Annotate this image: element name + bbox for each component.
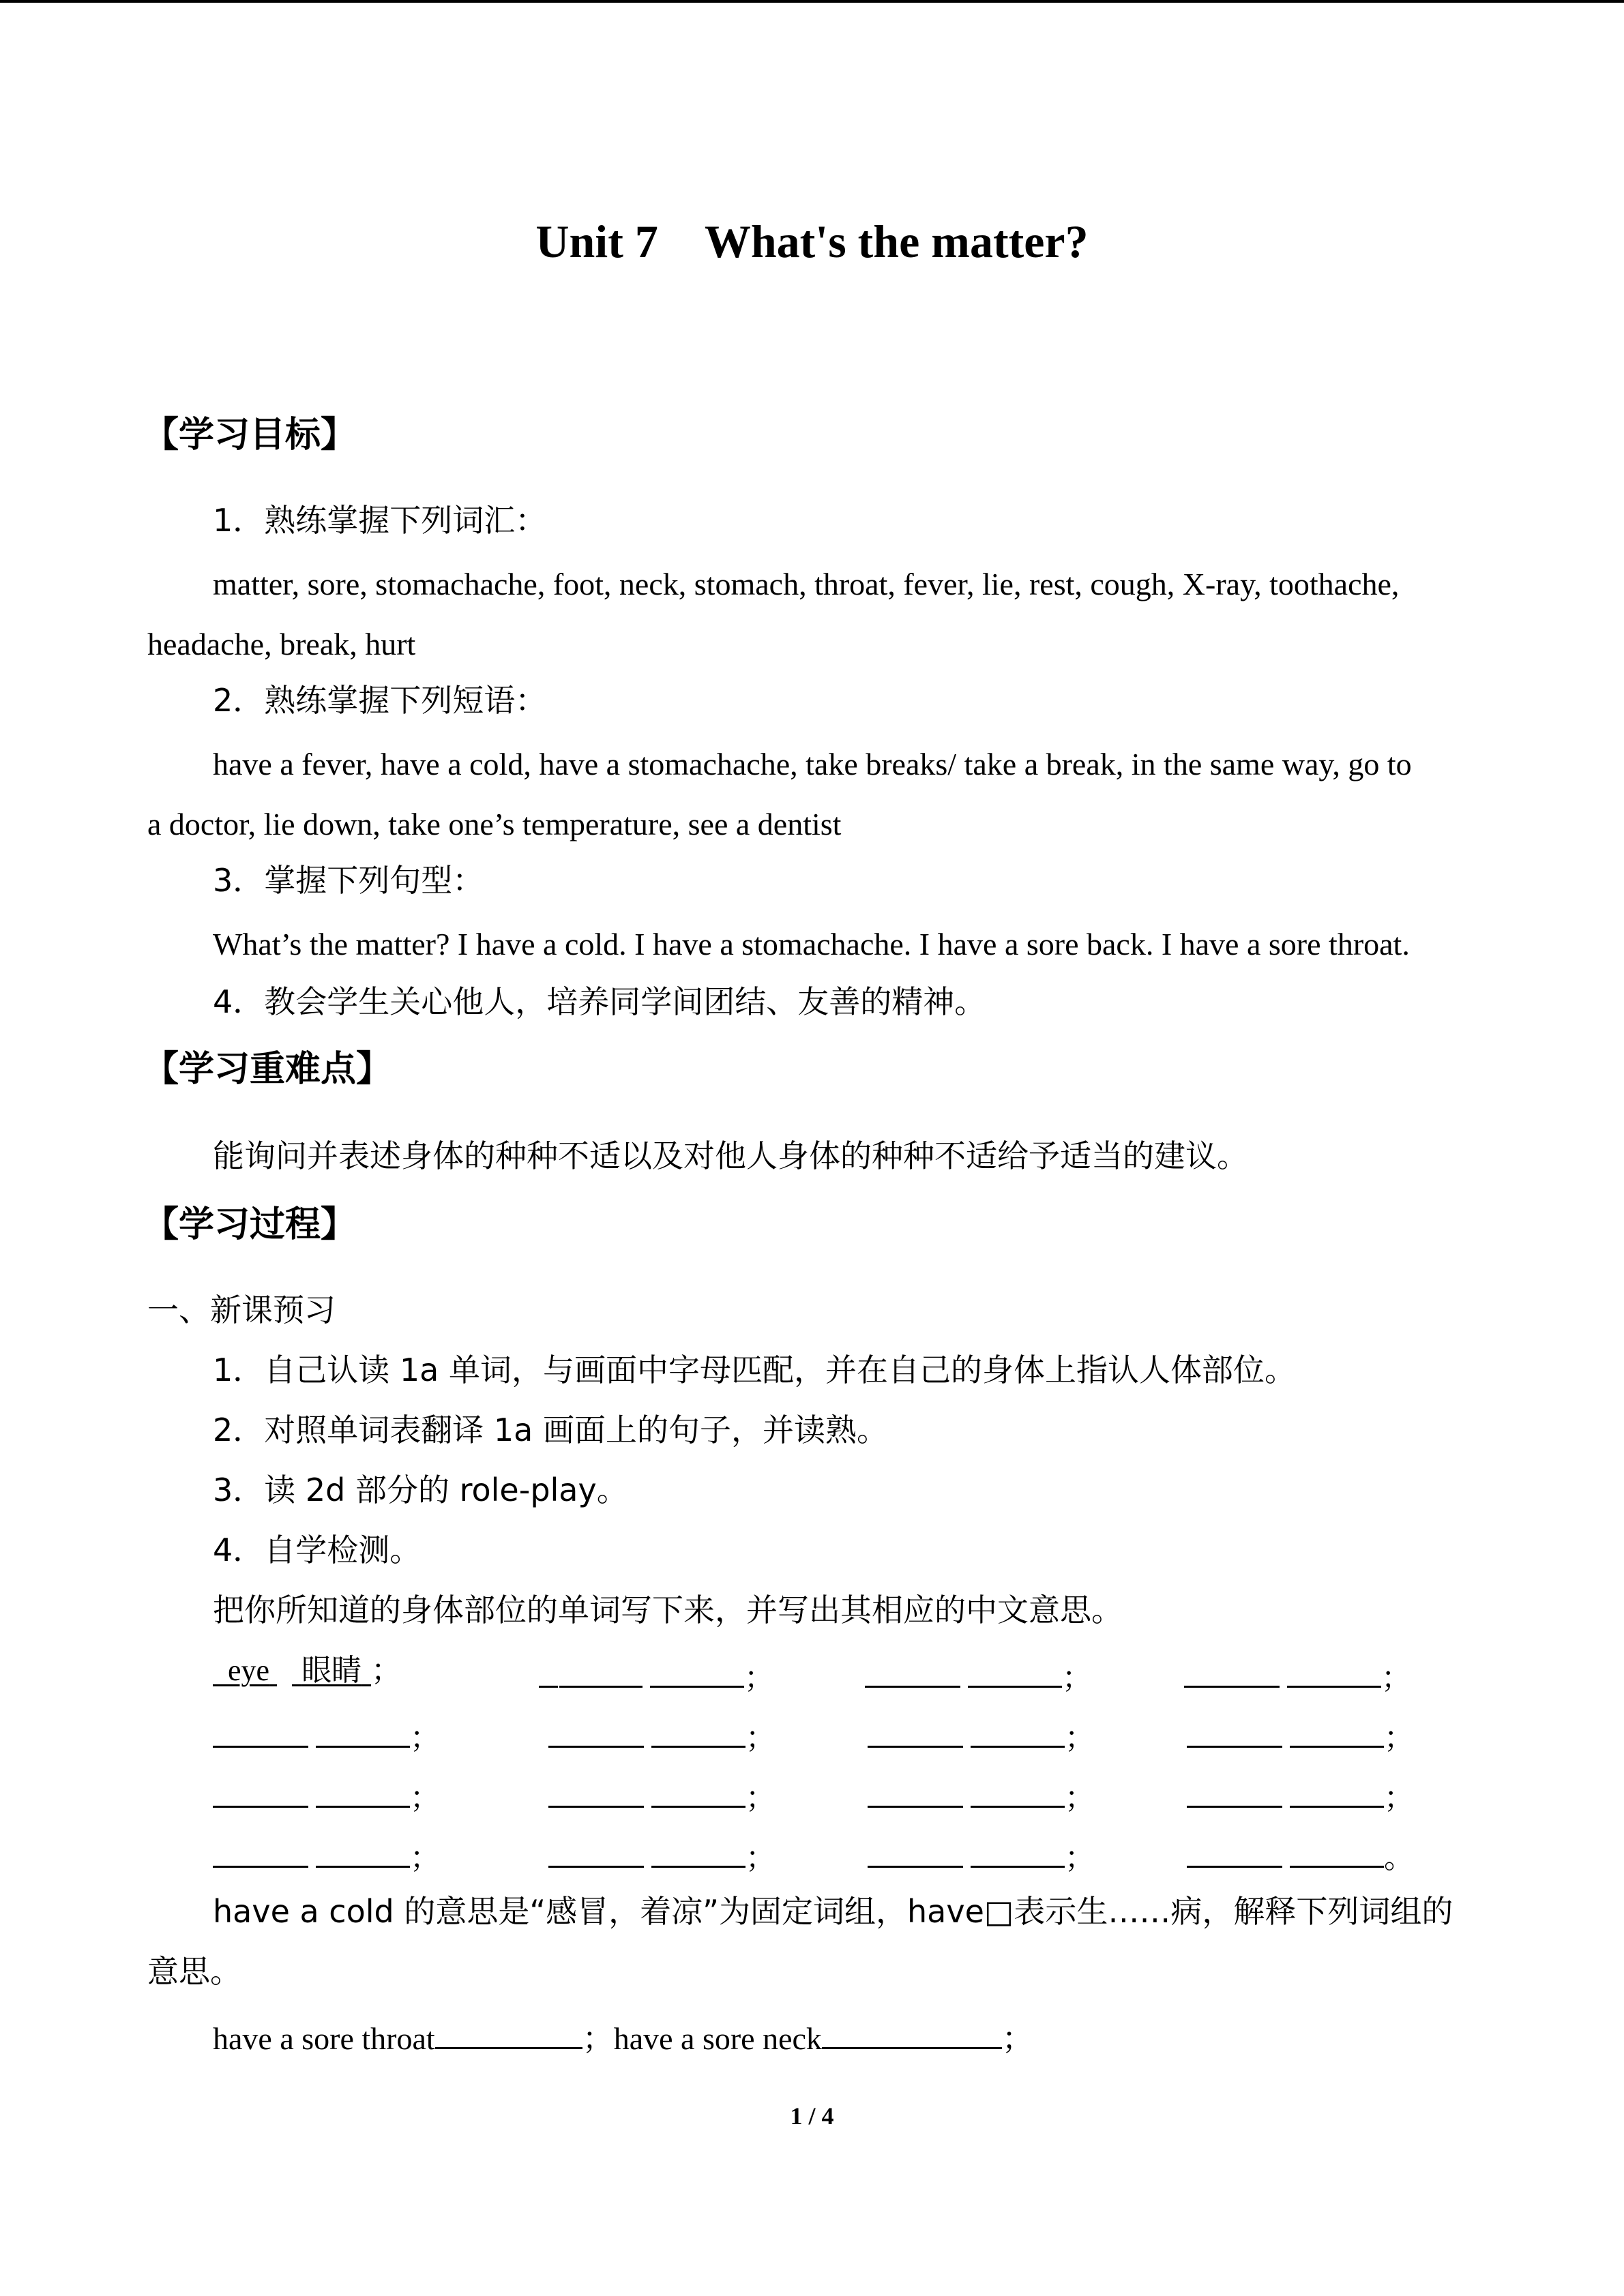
- blank-entry[interactable]: ；: [868, 1776, 1095, 1813]
- phrase-sore-neck-blank[interactable]: [822, 2017, 1002, 2049]
- preview-step-3: 3．读 2d 部分的 role-play。: [213, 1472, 628, 1508]
- page-top-border: [0, 0, 1624, 3]
- blank-entry[interactable]: ；: [548, 1716, 776, 1753]
- phrase-sore-throat: have a sore throat: [213, 2021, 435, 2056]
- example-entry: eye 眼睛 ；: [213, 1656, 401, 1686]
- blank-entry[interactable]: 。: [1187, 1836, 1414, 1873]
- blank-entry[interactable]: ；: [213, 1836, 440, 1873]
- self-check-instruction: 把你所知道的身体部位的单词写下来，并写出其相应的中文意思。: [213, 1592, 1123, 1628]
- blank-entry[interactable]: ；: [865, 1656, 1092, 1693]
- preview-step-4: 4．自学检测。: [213, 1532, 422, 1568]
- blank-entry[interactable]: ；: [1184, 1656, 1411, 1693]
- blank-entry[interactable]: ；: [868, 1716, 1095, 1753]
- process-heading: 【学习过程】: [143, 1204, 357, 1245]
- preview-step-2: 2．对照单词表翻译 1a 画面上的句子，并读熟。: [213, 1412, 888, 1448]
- phrase-sore-neck: have a sore neck: [613, 2021, 822, 2056]
- blank-entry[interactable]: ；: [1187, 1776, 1414, 1813]
- phrase-sore-throat-blank[interactable]: [435, 2017, 582, 2049]
- page-title: Unit 7 What's the matter?: [535, 215, 1089, 267]
- blank-entry[interactable]: ；: [1187, 1716, 1414, 1753]
- blank-entry[interactable]: ；: [868, 1836, 1095, 1873]
- preview-step-1: 1．自己认读 1a 单词，与画面中字母匹配，并在自己的身体上指认人体部位。: [213, 1352, 1296, 1388]
- have-a-cold-explanation: have a cold 的意思是“感冒，着凉”为固定词组，have□表示生……病，解释下列词组的: [213, 1893, 1453, 1930]
- blank-entry[interactable]: ；: [213, 1716, 440, 1753]
- objective-4: 4．教会学生关心他人，培养同学间团结、友善的精神。: [213, 983, 986, 1020]
- phrases-line-2: a doctor, lie down, take one’s temperature, see a dentist: [147, 807, 842, 841]
- page-number: 1 / 4: [790, 2102, 834, 2130]
- vocabulary-line-2: headache, break, hurt: [147, 627, 416, 661]
- blank-entry[interactable]: ；: [213, 1776, 440, 1813]
- vocabulary-line-1: matter, sore, stomachache, foot, neck, stomach, throat, fever, lie, rest, cough, X-ray, toothache,: [213, 567, 1400, 601]
- phrases-line-1: have a fever, have a cold, have a stomachache, take breaks/ take a break, in the same way, go to: [213, 747, 1412, 781]
- objective-3-label: 3．掌握下列句型：: [213, 862, 484, 899]
- key-points-text: 能询问并表述身体的种种不适以及对他人身体的种种不适给予适当的建议。: [213, 1137, 1248, 1174]
- objective-1-label: 1．熟练掌握下列词汇：: [213, 502, 547, 539]
- blank-entry[interactable]: ；: [548, 1836, 776, 1873]
- sentence-patterns-line: What’s the matter? I have a cold. I have a stomachache. I have a sore back. I have a sore throat.: [213, 927, 1410, 961]
- blank-entry[interactable]: ；: [548, 1776, 776, 1813]
- objectives-heading: 【学习目标】: [143, 415, 357, 456]
- blank-entry[interactable]: ；: [539, 1656, 774, 1693]
- example-word: eye: [228, 1654, 270, 1687]
- example-meaning: 眼睛: [301, 1653, 362, 1688]
- have-a-cold-explanation-cont: 意思。: [147, 1953, 241, 1990]
- objective-2-label: 2．熟练掌握下列短语：: [213, 682, 547, 719]
- section-new-lesson-preview: 一、新课预习: [147, 1292, 336, 1328]
- key-points-heading: 【学习重难点】: [143, 1049, 392, 1090]
- phrase-translation-line: have a sore throat ；have a sore neck ；: [213, 2017, 1033, 2055]
